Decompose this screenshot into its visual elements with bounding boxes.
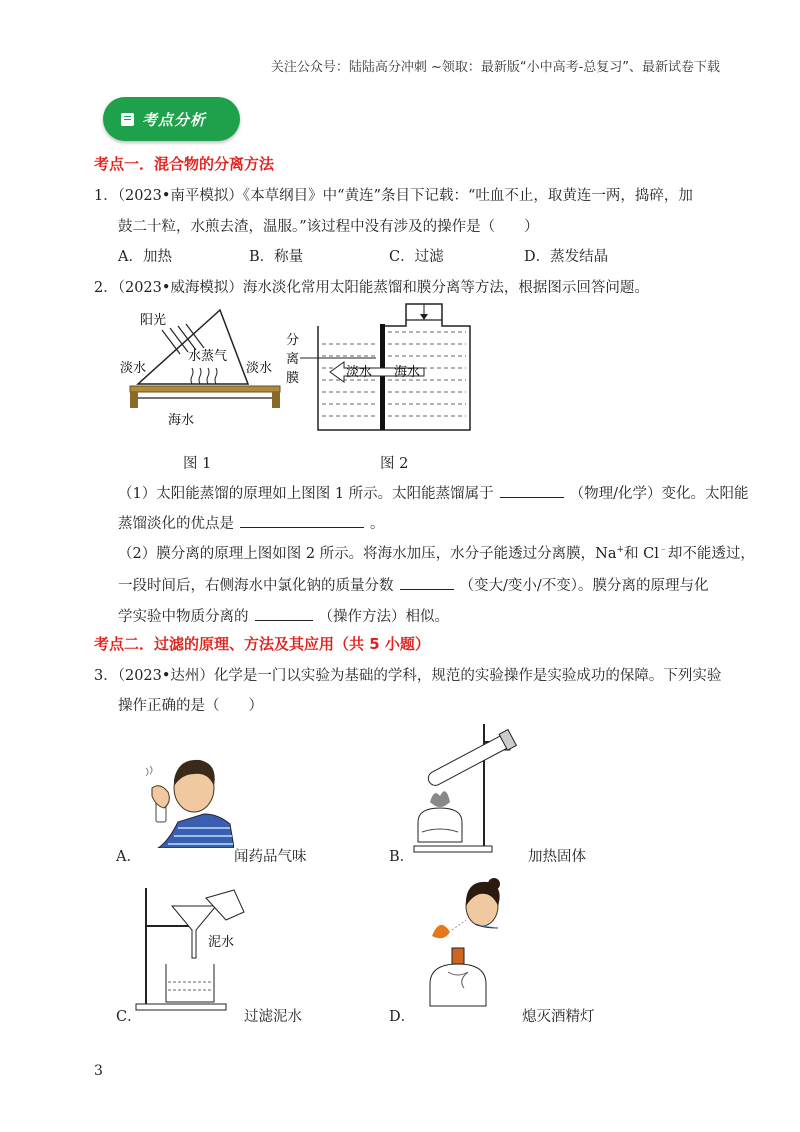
- fig2-fresh-label: 淡水: [346, 365, 373, 380]
- option-d-image-extinguishing-lamp: [418, 876, 518, 1014]
- option-a-image-smelling: [138, 752, 234, 848]
- option-c-image-filtering: [134, 886, 252, 1014]
- badge-label: 考点分析: [142, 110, 207, 129]
- figure-1-caption: 图 1: [183, 456, 212, 472]
- vapor-arrows: [191, 368, 217, 384]
- q2-part2-line1: （2）膜分离的原理上图如图 2 所示。将海水加压，水分子能透过分离膜，Na+和 Cl﹣却不能透过，: [118, 545, 755, 562]
- stand-base: [136, 1004, 226, 1010]
- page-header: 关注公众号：陆陆高分冲刺 ~领取：最新版“小中高考-总复习”、最新试卷下载: [270, 60, 720, 75]
- fig2-membrane-label-3: 膜: [286, 371, 300, 386]
- test-tube: [425, 730, 516, 790]
- wafting-hand: [152, 786, 169, 808]
- q1-option-a: A．加热: [118, 249, 172, 265]
- section1-title: 考点一．混合物的分离方法: [94, 155, 275, 173]
- answer-blank-4[interactable]: [255, 606, 313, 621]
- stand-base: [414, 846, 492, 852]
- flame: [432, 925, 450, 938]
- notebook-icon: [121, 113, 134, 126]
- fig2-membrane-label-1: 分: [286, 333, 300, 348]
- pressure-arrow: [420, 314, 428, 320]
- q2-part2-line2: 一段时间后，右侧海水中氯化钠的质量分数 （变大/变小/不变）。膜分离的原理与化: [118, 574, 709, 595]
- still-leg-right: [272, 392, 280, 408]
- funnel: [172, 906, 216, 958]
- q1-option-c: C．过滤: [389, 249, 444, 265]
- q3-option-c-letter: C．: [116, 1009, 142, 1025]
- q2-part1-line2: 蒸馏淡化的优点是 。: [118, 512, 385, 533]
- figure-2-caption: 图 2: [380, 456, 409, 472]
- section2-title: 考点二．过滤的原理、方法及其应用（共 5 小题）: [94, 635, 430, 653]
- fig2-membrane-label-2: 离: [286, 352, 300, 367]
- alcohol-lamp: [418, 808, 462, 842]
- q3-option-a-text: 闻药品气味: [234, 849, 307, 865]
- fig1-fresh-left: 淡水: [120, 361, 147, 376]
- fig2-seawater-label: 海水: [394, 365, 421, 380]
- still-base-board: [130, 386, 280, 392]
- fig1-vapor-label: 水蒸气: [188, 349, 228, 364]
- q3-option-a-letter: A．: [116, 849, 141, 865]
- q3-option-b-text: 加热固体: [528, 849, 586, 865]
- figure-1-solar-still: [120, 302, 290, 432]
- section-badge: [103, 97, 240, 141]
- q2-part1-line1: （1）太阳能蒸馏的原理如上图图 1 所示。太阳能蒸馏属于 （物理/化学）变化。太阳能: [118, 482, 749, 503]
- q1-line2: 鼓二十粒，水煎去渣，温服。”该过程中没有涉及的操作是（ ）: [118, 219, 539, 235]
- q3-line1: 3．（2023•达州）化学是一门以实验为基础的学科，规范的实验操作是实验成功的保障。下列实验: [94, 668, 722, 684]
- flame: [430, 791, 450, 807]
- q3-option-c-text: 过滤泥水: [244, 1009, 302, 1025]
- pouring-beaker: [206, 890, 244, 920]
- alcohol-lamp: [430, 964, 486, 1006]
- fig1-fresh-right: 淡水: [246, 361, 273, 376]
- fig1-seawater-label: 海水: [168, 413, 195, 428]
- q1-option-b: B．称量: [249, 249, 304, 265]
- membrane-bar: [380, 324, 385, 430]
- still-leg-left: [130, 392, 138, 408]
- receiving-beaker: [166, 964, 214, 1002]
- option-b-image-heating-solid: [404, 722, 534, 856]
- page-number: 3: [94, 1063, 103, 1079]
- fig1-sunlight-label: 阳光: [140, 313, 167, 328]
- q3-option-d-text: 熄灭酒精灯: [522, 1009, 595, 1025]
- muddy-water-label: 泥水: [208, 935, 235, 950]
- q1-line1: 1．（2023•南平模拟）《本草纲目》中“黄连”条目下记载：“吐血不止，取黄连一两，捣碎，加: [94, 188, 693, 204]
- q1-option-d: D．蒸发结晶: [524, 249, 609, 265]
- q2-stem: 2．（2023•威海模拟）海水淡化常用太阳能蒸馏和膜分离等方法，根据图示回答问题。: [94, 280, 649, 296]
- answer-blank-1[interactable]: [500, 483, 564, 498]
- q3-line2: 操作正确的是（ ）: [118, 698, 263, 714]
- q3-option-b-letter: B．: [389, 849, 415, 865]
- q3-option-d-letter: D．: [389, 1009, 416, 1025]
- answer-blank-3[interactable]: [400, 575, 454, 590]
- shirt: [158, 814, 234, 848]
- answer-blank-2[interactable]: [240, 513, 364, 528]
- figure-2-membrane-separation: [284, 300, 484, 436]
- q2-part2-line3: 学实验中物质分离的 （操作方法）相似。: [118, 605, 449, 626]
